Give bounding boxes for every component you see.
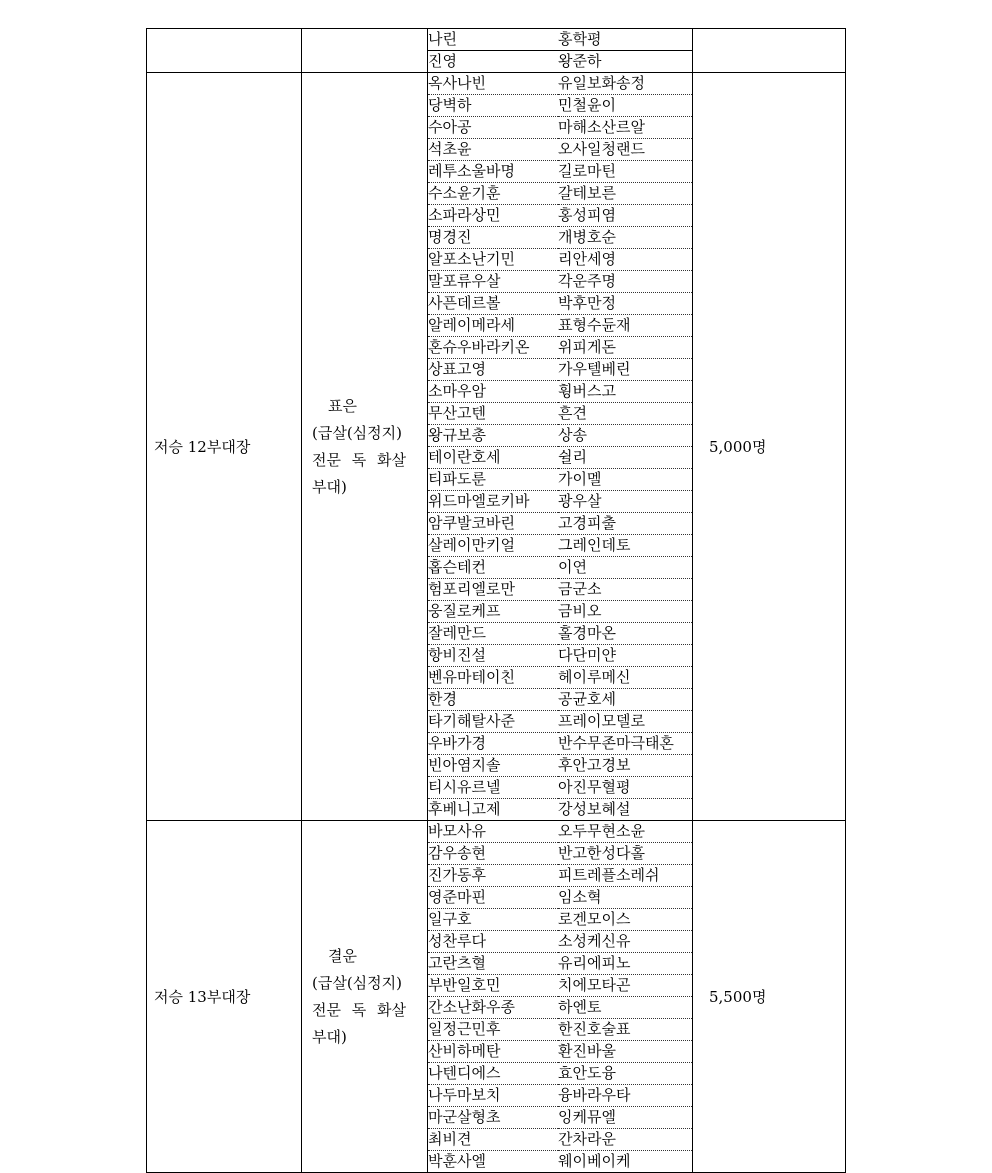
name-right: 민철윤이 [558,95,692,117]
name-right: 홀경마온 [558,623,692,645]
name-row [428,843,692,865]
name-right: 간차라운 [558,1129,692,1151]
name-row [428,51,692,73]
name-row [428,535,692,557]
name-row [428,1107,692,1129]
name-row [428,909,692,931]
name-right: 광우살 [558,491,692,513]
name-row [428,1151,692,1173]
name-row [428,403,692,425]
name-left: 티시유르넬 [428,777,558,799]
unit-strength: 5,000명 [693,73,846,821]
name-row [428,95,692,117]
name-left: 진영 [428,52,457,70]
name-left: 나린 [428,29,558,51]
name-row [428,205,692,227]
name-row [428,733,692,755]
sub-unit-desc-line: (급살(심정지) [312,973,403,992]
name-right: 흔견 [558,403,692,425]
name-left: 나두마보치 [428,1085,558,1107]
name-row [428,183,692,205]
sub-unit-cell [302,73,428,821]
name-row [428,315,692,337]
name-row [428,689,692,711]
name-left: 최비견 [428,1129,558,1151]
name-left: 간소난화우종 [428,997,558,1019]
name-right: 위피게돈 [558,337,692,359]
name-right: 갈테보른 [558,183,692,205]
name-right: 하엔토 [558,997,692,1019]
name-right: 아진무혈평 [558,777,692,799]
name-right: 각운주명 [558,271,692,293]
name-left: 험포리엘로만 [428,579,558,601]
name-left: 수아공 [428,117,558,139]
name-left: 상표고영 [428,359,558,381]
name-row [428,623,692,645]
name-right: 웨이베이케 [558,1152,631,1170]
name-left: 알레이메라세 [428,315,558,337]
name-row [428,73,692,95]
name-right: 휭버스고 [558,381,692,403]
name-left: 우바가경 [428,733,558,755]
name-left: 나텐디에스 [428,1063,558,1085]
header-row [147,29,846,73]
name-right: 가우텔베린 [558,359,692,381]
sub-unit-desc-line: 전문 독 화살 [312,450,406,469]
sub-unit-desc-line: 부대) [312,477,347,496]
name-row [428,997,692,1019]
name-row [428,1041,692,1063]
name-right: 피트레플소레쉬 [558,865,692,887]
name-right: 고경피출 [558,513,692,535]
name-right: 가이멜 [558,469,692,491]
name-right: 오두무현소윤 [558,821,692,843]
name-row [428,579,692,601]
header-names-cell [428,29,693,73]
name-right: 프레이모델로 [558,711,692,733]
name-right: 반수무존마극태혼 [558,733,692,755]
name-row [428,865,692,887]
name-row [428,381,692,403]
name-right: 왕준하 [558,52,602,70]
name-left: 마군살형초 [428,1107,558,1129]
name-row [428,821,692,843]
name-right: 잉케뮤엘 [558,1107,692,1129]
name-right: 반고한성다홀 [558,843,692,865]
name-left: 한경 [428,689,558,711]
name-row [428,249,692,271]
name-left: 웅질로케프 [428,601,558,623]
name-row [428,667,692,689]
name-right: 후안고경보 [558,755,692,777]
name-row [428,777,692,799]
section-row-12 [147,73,846,821]
name-row [428,293,692,315]
name-left: 석초윤 [428,139,558,161]
name-right: 금군소 [558,579,692,601]
name-left: 타기해탈사준 [428,711,558,733]
name-row [428,645,692,667]
name-left: 소파라상민 [428,205,558,227]
name-right: 강성보혜설 [558,800,631,818]
name-left: 살레이만키얼 [428,535,558,557]
name-right: 마해소산르알 [558,117,692,139]
name-left: 알포소난기민 [428,249,558,271]
name-right: 로겐모이스 [558,909,692,931]
name-left: 옥사나빈 [428,73,558,95]
name-left: 당벽하 [428,95,558,117]
name-row [428,425,692,447]
member-name-list [428,821,692,1172]
name-row [428,337,692,359]
member-names-cell [428,821,693,1173]
name-left: 박훈사엘 [428,1152,486,1170]
name-right: 환진바울 [558,1041,692,1063]
name-right: 한진호술표 [558,1019,692,1041]
name-row [428,29,692,51]
name-left: 위드마엘로키바 [428,491,558,513]
name-row [428,1129,692,1151]
name-left: 소마우암 [428,381,558,403]
name-row [428,953,692,975]
name-row [428,161,692,183]
name-right: 헤이루메신 [558,667,692,689]
name-right: 치에모타곤 [558,975,692,997]
header-strength-cell [693,29,846,73]
name-left: 테이란호세 [428,447,558,469]
section-row-13 [147,821,846,1173]
name-left: 후베니고제 [428,800,501,818]
name-right: 길로마틴 [558,161,692,183]
name-right: 오사일청랜드 [558,139,692,161]
name-right: 상송 [558,425,692,447]
name-left: 무산고텐 [428,403,558,425]
name-row [428,139,692,161]
name-left: 진가동후 [428,865,558,887]
name-right: 쉴리 [558,447,692,469]
name-row [428,1085,692,1107]
name-left: 바모사유 [428,821,558,843]
name-row [428,359,692,381]
name-left: 항비진설 [428,645,558,667]
name-left: 벤유마테이친 [428,667,558,689]
name-left: 레투소울바명 [428,161,558,183]
name-row [428,271,692,293]
unit-strength: 5,500명 [693,821,846,1173]
name-left: 부반일호민 [428,975,558,997]
name-right: 리안세영 [558,249,692,271]
name-right: 유일보화송정 [558,73,692,95]
name-row [428,711,692,733]
sub-unit-desc-line: 전문 독 화살 [312,1000,406,1019]
name-row [428,117,692,139]
name-left: 산비하메탄 [428,1041,558,1063]
sub-unit-desc-line: (급살(심정지) [312,423,403,442]
name-left: 감우송현 [428,843,558,865]
name-right: 이연 [558,557,692,579]
header-sub-cell [302,29,428,73]
unit-name: 저승 12부대장 [147,73,302,821]
name-right: 홍성피염 [558,205,692,227]
sub-unit-name: 표은 [328,396,357,415]
name-left: 명경진 [428,227,558,249]
name-left: 왕규보총 [428,425,558,447]
name-left: 일구호 [428,909,558,931]
name-row [428,931,692,953]
sub-unit-cell [302,821,428,1173]
name-row [428,557,692,579]
member-names-cell [428,73,693,821]
name-row [428,799,692,821]
name-right: 공균호세 [558,689,692,711]
sub-unit-name: 결운 [328,946,357,965]
unit-name: 저승 13부대장 [147,821,302,1173]
name-left: 혼슈우바라키온 [428,337,558,359]
name-left: 수소윤기훈 [428,183,558,205]
name-left: 일정근민후 [428,1019,558,1041]
member-name-list [428,73,692,820]
name-row [428,1063,692,1085]
name-right: 금비오 [558,601,692,623]
name-row [428,227,692,249]
name-left: 암쿠발코바린 [428,513,558,535]
name-row [428,491,692,513]
roster-table [146,28,846,1173]
name-left: 잘레만드 [428,623,558,645]
sub-unit-desc-line: 부대) [312,1027,347,1046]
header-name-list [428,29,692,72]
name-row [428,887,692,909]
name-left: 성찬루다 [428,931,558,953]
name-right: 개병호순 [558,227,692,249]
name-row [428,975,692,997]
name-left: 영준마핀 [428,887,558,909]
name-right: 박후만정 [558,293,692,315]
name-row [428,1019,692,1041]
name-left: 티파도룬 [428,469,558,491]
name-right: 임소혁 [558,887,692,909]
name-row [428,601,692,623]
name-row [428,447,692,469]
header-unit-cell [147,29,302,73]
name-left: 말포류우살 [428,271,558,293]
name-right: 그레인데토 [558,535,692,557]
name-left: 사픈데르볼 [428,293,558,315]
name-right: 소성케신유 [558,931,692,953]
name-right: 융바라우타 [558,1085,692,1107]
name-left: 홉슨테컨 [428,557,558,579]
name-right: 홍학평 [558,29,692,51]
name-right: 다단미얀 [558,645,692,667]
name-left: 고란츠혈 [428,953,558,975]
name-row [428,513,692,535]
name-row [428,469,692,491]
name-right: 효안도융 [558,1063,692,1085]
name-left: 빈아염지솔 [428,755,558,777]
name-right: 유리에피노 [558,953,692,975]
name-row [428,755,692,777]
name-right: 표형수듄재 [558,315,692,337]
